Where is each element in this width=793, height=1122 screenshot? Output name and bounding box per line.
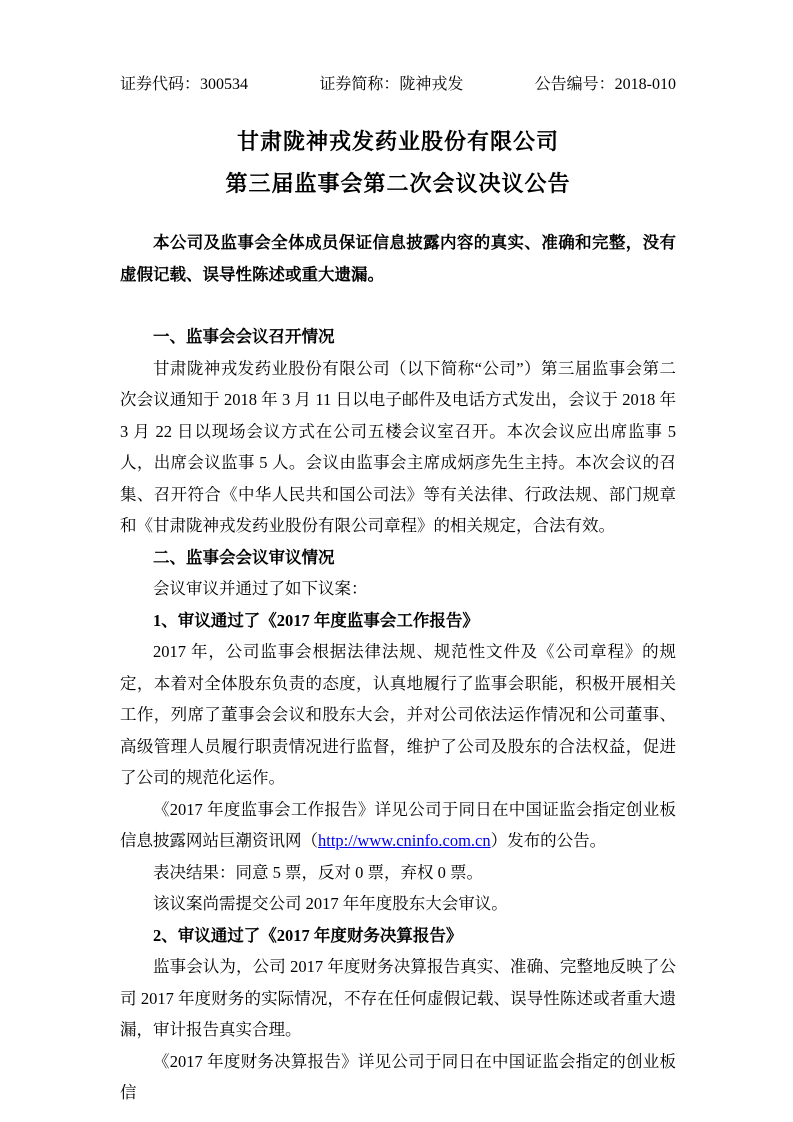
item-1-vote-result: 表决结果：同意 5 票，反对 0 票，弃权 0 票。 bbox=[153, 862, 483, 882]
doc-title-line-1: 甘肃陇神戎发药业股份有限公司 bbox=[236, 129, 559, 154]
agenda-intro: 会议审议并通过了如下议案： bbox=[153, 579, 368, 598]
item-2-publication-paragraph: 《2017 年度财务决算报告》详见公司于同日在中国证监会指定的创业板信 bbox=[120, 1051, 676, 1102]
doc-header bbox=[120, 75, 676, 94]
section-1-paragraph: 甘肃陇神戎发药业股份有限公司（以下简称“公司”）第三届监事会第二次会议通知于 2018 年 3 月 11 日以电子邮件及电话方式发出，会议于 2018 年 3 月 22 日以现场会议方式在公司五楼会议室召开。本次会议应出席监事 5 人，出席会议监事 5 人。会议由监事会主席成炳彦先生主持。本次会议的召集、召开符合《中华人民共和国公司法》等有关法律、行政法规、部门规章和《甘肃陇神戎发药业股份有限公司章程》的相关规定，合法有效。 bbox=[120, 358, 676, 535]
doc-body bbox=[120, 321, 676, 1109]
stock-abbr: 证券简称：陇神戎发 bbox=[319, 76, 464, 93]
item-1-heading: 1、审议通过了《2017 年度监事会工作报告》 bbox=[153, 610, 479, 630]
announcement-number: 公告编号：2018-010 bbox=[534, 76, 676, 93]
item-2-opinion-paragraph: 监事会认为，公司 2017 年度财务决算报告真实、准确、完整地反映了公司 2017 年度财务的实际情况，不存在任何虚假记载、误导性陈述或者重大遗漏，审计报告真实合理。 bbox=[120, 957, 676, 1039]
publication-text-after: ）发布的公告。 bbox=[490, 831, 607, 850]
stock-code: 证券代码：300534 bbox=[120, 76, 249, 93]
section-1-heading: 一、监事会会议召开情况 bbox=[153, 327, 335, 346]
section-2-heading: 二、监事会会议审议情况 bbox=[153, 547, 335, 567]
cninfo-link[interactable]: http://www.cninfo.com.cn bbox=[318, 831, 491, 850]
doc-title-line-2: 第三届监事会第二次会议决议公告 bbox=[225, 171, 571, 196]
item-1-publication-paragraph bbox=[120, 794, 676, 857]
disclosure-statement: 本公司及监事会全体成员保证信息披露内容的真实、准确和完整，没有虚假记载、误导性陈述或重大遗漏。 bbox=[120, 233, 676, 284]
item-1-review-paragraph: 2017 年，公司监事会根据法律法规、规范性文件及《公司章程》的规定，本着对全体股东负责的态度，认真地履行了监事会职能，积极开展相关工作，列席了董事会会议和股东大会，并对公司依法运作情况和公司董事、高级管理人员履行职责情况进行监督，维护了公司及股东的合法权益，促进了公司的规范化运作。 bbox=[120, 642, 676, 787]
item-1-submission-note: 该议案尚需提交公司 2017 年年度股东大会审议。 bbox=[153, 894, 508, 913]
item-2-heading: 2、审议通过了《2017 年度财务决算报告》 bbox=[153, 925, 463, 945]
publication-text-before: 《2017 年度监事会工作报告》详见公司于同日在中国证监会指定创业板信息披露网站巨潮资讯网（ bbox=[120, 799, 676, 850]
doc-title bbox=[120, 121, 676, 205]
